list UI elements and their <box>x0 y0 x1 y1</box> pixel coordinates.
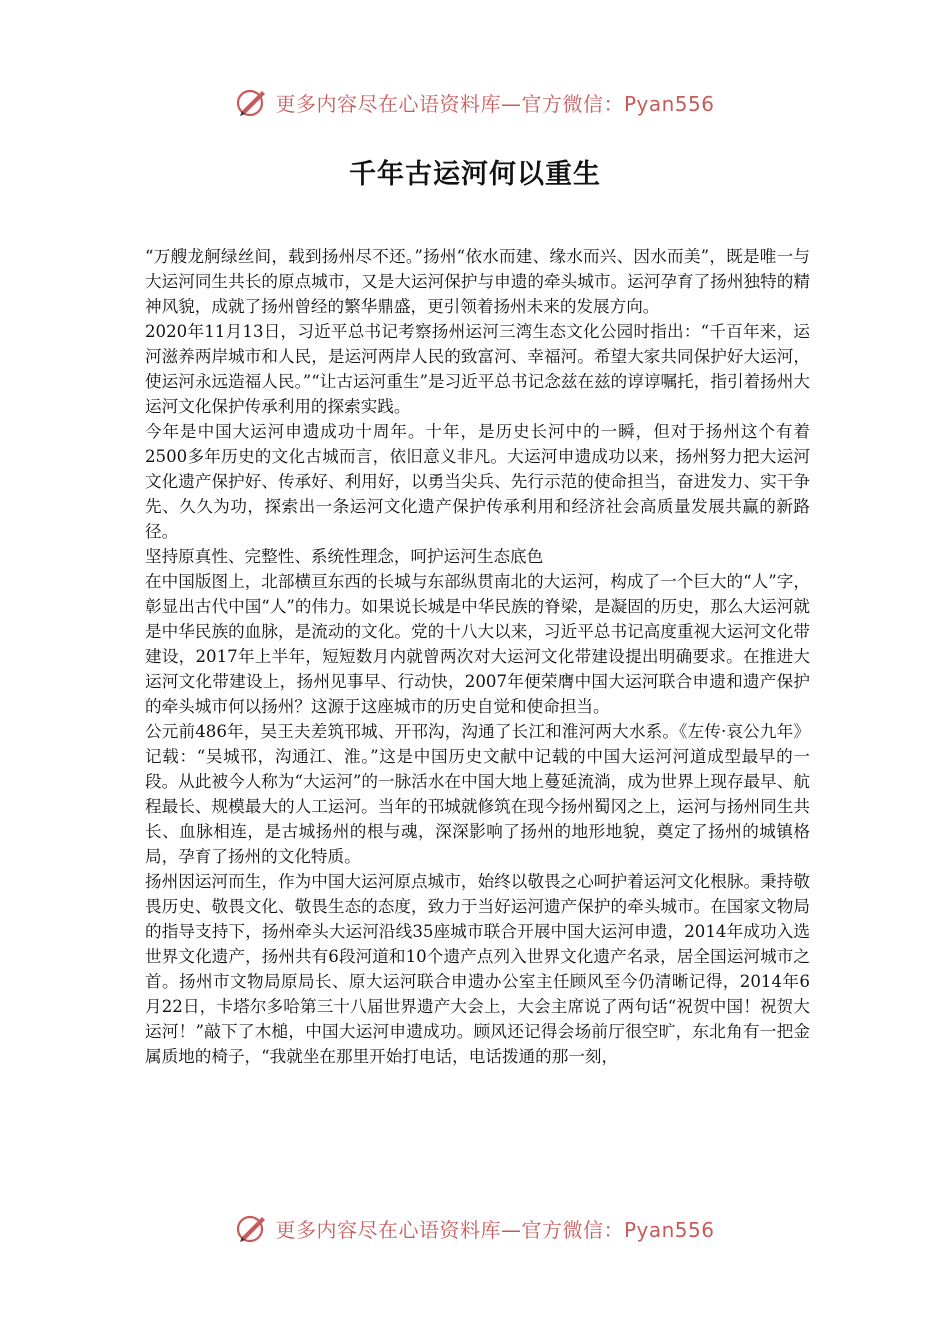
section-heading: 坚持原真性、完整性、系统性理念，呵护运河生态底色 <box>145 547 544 566</box>
header-banner-text: 更多内容尽在心语资料库—官方微信：Pyan556 <box>275 91 715 116</box>
header-watermark-banner <box>0 82 950 122</box>
article-title: 千年古运河何以重生 <box>349 159 601 190</box>
footer-watermark-banner <box>0 1208 950 1248</box>
paragraph: “万艘龙舸绿丝间，载到扬州尽不还。”扬州“依水而建、缘水而兴、因水而美”，既是唯一与大运河同生共长的原点城市，又是大运河保护与申遗的牵头城市。运河孕育了扬州独特的精神风貌，成就了扬州曾经的繁华鼎盛，更引领着扬州未来的发展方向。 <box>145 247 810 316</box>
footer-banner-text: 更多内容尽在心语资料库—官方微信：Pyan556 <box>275 1217 715 1242</box>
article-body <box>145 244 810 1069</box>
paragraph: 在中国版图上，北部横亘东西的长城与东部纵贯南北的大运河，构成了一个巨大的“人”字，彰显出古代中国“人”的伟力。如果说长城是中华民族的脊梁，是凝固的历史，那么大运河就是中华民族的血脉，是流动的文化。党的十八大以来，习近平总书记高度重视大运河文化带建设，2017年上半年，短短数月内就曾两次对大运河文化带建设提出明确要求。在推进大运河文化带建设上，扬州见事早、行动快，2007年便荣膺中国大运河联合申遗和遗产保护的牵头城市何以扬州？这源于这座城市的历史自觉和使命担当。 <box>145 572 810 716</box>
pen-logo-icon <box>235 1211 269 1245</box>
pen-logo-icon <box>235 85 269 119</box>
paragraph: 扬州因运河而生，作为中国大运河原点城市，始终以敬畏之心呵护着运河文化根脉。秉持敬畏历史、敬畏文化、敬畏生态的态度，致力于当好运河遗产保护的牵头城市。在国家文物局的指导支持下，扬州牵头大运河沿线35座城市联合开展中国大运河申遗，2014年成功入选世界文化遗产，扬州共有6段河道和10个遗产点列入世界文化遗产名录，居全国运河城市之首。扬州市文物局原局长、原大运河联合申遗办公室主任顾风至今仍清晰记得，2014年6月22日，卡塔尔多哈第三十八届世界遗产大会上，大会主席说了两句话“祝贺中国！祝贺大运河！”敲下了木槌，中国大运河申遗成功。顾风还记得会场前厅很空旷，东北角有一把金属质地的椅子，“我就坐在那里开始打电话，电话拨通的那一刻， <box>145 872 810 1066</box>
paragraph: 公元前486年，吴王夫差筑邗城、开邗沟，沟通了长江和淮河两大水系。《左传·哀公九年》记载：“吴城邗，沟通江、淮。”这是中国历史文献中记载的中国大运河河道成型最早的一段。从此被今人称为“大运河”的一脉活水在中国大地上蔓延流淌，成为世界上现存最早、航程最长、规模最大的人工运河。当年的邗城就修筑在现今扬州蜀冈之上，运河与扬州同生共长、血脉相连，是古城扬州的根与魂，深深影响了扬州的地形地貌，奠定了扬州的城镇格局，孕育了扬州的文化特质。 <box>145 722 810 866</box>
paragraph: 2020年11月13日，习近平总书记考察扬州运河三湾生态文化公园时指出：“千百年来，运河滋养两岸城市和人民，是运河两岸人民的致富河、幸福河。希望大家共同保护好大运河，使运河永远造福人民。”“让古运河重生”是习近平总书记念兹在兹的谆谆嘱托，指引着扬州大运河文化保护传承利用的探索实践。 <box>145 322 810 416</box>
paragraph: 今年是中国大运河申遗成功十周年。十年，是历史长河中的一瞬，但对于扬州这个有着2500多年历史的文化古城而言，依旧意义非凡。大运河申遗成功以来，扬州努力把大运河文化遗产保护好、传承好、利用好，以勇当尖兵、先行示范的使命担当，奋进发力、实干争先、久久为功，探索出一条运河文化遗产保护传承利用和经济社会高质量发展共赢的新路径。 <box>145 422 810 541</box>
